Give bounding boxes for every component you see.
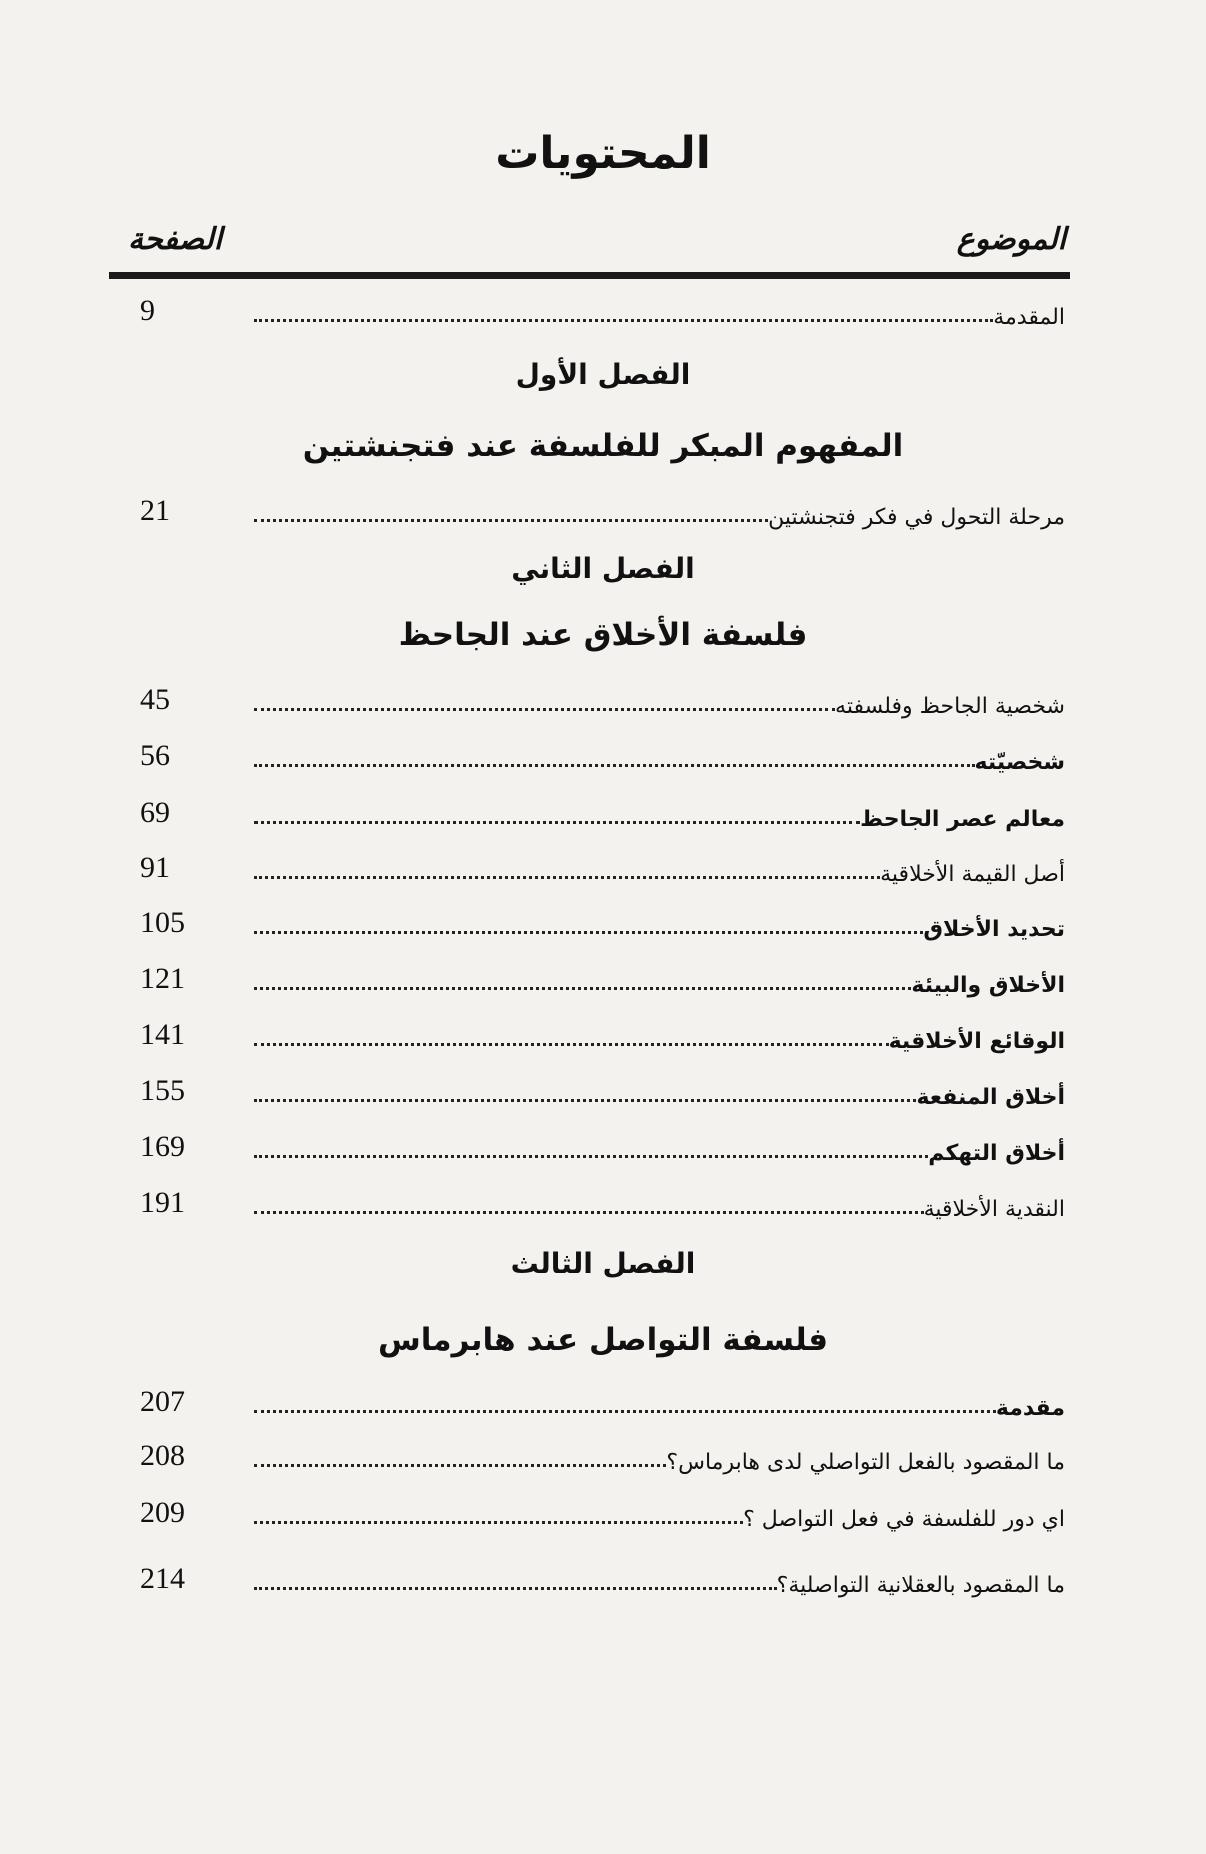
- entry-label: معالم عصر الجاحظ: [860, 807, 1065, 832]
- entry-label: أخلاق التهكم: [928, 1141, 1065, 1166]
- entry-page: 121: [140, 962, 185, 995]
- chapter-heading: الفصل الأول: [515, 358, 691, 391]
- dot-leader: [254, 1099, 916, 1102]
- entry-page: 209: [140, 1496, 185, 1529]
- entry-page: 105: [140, 906, 185, 939]
- entry-page: 214: [140, 1562, 185, 1595]
- toc-entry: [140, 792, 1065, 832]
- entry-page: 21: [140, 494, 170, 527]
- entry-label: تحديد الأخلاق: [923, 917, 1065, 942]
- entry-label: أصل القيمة الأخلاقية: [880, 862, 1065, 887]
- entry-page: 191: [140, 1186, 185, 1219]
- chapter-subtitle: فلسفة الأخلاق عند الجاحظ: [398, 617, 808, 653]
- entry-label: النقدية الأخلاقية: [923, 1197, 1065, 1222]
- dot-leader: [254, 1155, 928, 1158]
- toc-entry: [140, 1070, 1065, 1110]
- dot-leader: [254, 876, 880, 879]
- entry-page: 9: [140, 294, 155, 327]
- toc-entry: [140, 735, 1065, 775]
- toc-entry: [140, 902, 1065, 942]
- toc-entry: [140, 1558, 1065, 1598]
- entry-page: 91: [140, 851, 170, 884]
- toc-entry: [140, 958, 1065, 998]
- toc-entry: [140, 847, 1065, 887]
- chapter-heading: الفصل الثالث: [510, 1247, 696, 1280]
- toc-entry: [140, 1126, 1065, 1166]
- entry-label: شخصية الجاحظ وفلسفته: [835, 694, 1065, 719]
- chapter-heading: الفصل الثاني: [511, 552, 695, 585]
- toc-entry: [140, 679, 1065, 719]
- toc-entry: [140, 1014, 1065, 1054]
- dot-leader: [254, 764, 975, 767]
- dot-leader: [254, 1043, 889, 1046]
- dot-leader: [254, 1587, 777, 1590]
- entry-page: 141: [140, 1018, 185, 1051]
- dot-leader: [254, 519, 768, 522]
- entry-label: الوقائع الأخلاقية: [888, 1029, 1065, 1054]
- topic-column-header: الموضوع: [956, 222, 1066, 257]
- entry-page: 69: [140, 796, 170, 829]
- toc-entry: [140, 1435, 1065, 1475]
- toc-entry: [140, 490, 1065, 530]
- dot-leader: [254, 1211, 924, 1214]
- entry-label: مرحلة التحول في فكر فتجنشتين: [768, 505, 1065, 530]
- entry-page: 56: [140, 739, 170, 772]
- entry-label: ما المقصود بالعقلانية التواصلية؟: [776, 1573, 1065, 1598]
- entry-label: ما المقصود بالفعل التواصلي لدى هابرماس؟: [666, 1450, 1065, 1475]
- dot-leader: [254, 931, 923, 934]
- dot-leader: [254, 987, 911, 990]
- entry-label: المقدمة: [993, 305, 1065, 330]
- page-title: المحتويات: [495, 128, 711, 179]
- dot-leader: [254, 319, 993, 322]
- entry-label: الأخلاق والبيئة: [911, 973, 1065, 998]
- entry-label: أخلاق المنفعة: [916, 1085, 1065, 1110]
- header-divider: [109, 272, 1070, 279]
- toc-entry: [140, 290, 1065, 330]
- dot-leader: [254, 821, 860, 824]
- chapter-subtitle: فلسفة التواصل عند هابرماس: [378, 1322, 828, 1358]
- entry-page: 155: [140, 1074, 185, 1107]
- toc-entry: [140, 1182, 1065, 1222]
- entry-label: اي دور للفلسفة في فعل التواصل ؟: [743, 1507, 1065, 1532]
- entry-label: شخصيّته: [974, 750, 1065, 775]
- toc-entry: [140, 1381, 1065, 1421]
- entry-label: مقدمة: [995, 1396, 1065, 1421]
- chapter-subtitle: المفهوم المبكر للفلسفة عند فتجنشتين: [302, 428, 904, 464]
- dot-leader: [254, 1410, 996, 1413]
- page-column-header: الصفحة: [128, 222, 223, 257]
- dot-leader: [254, 1464, 666, 1467]
- entry-page: 45: [140, 683, 170, 716]
- dot-leader: [254, 708, 835, 711]
- entry-page: 208: [140, 1439, 185, 1472]
- dot-leader: [254, 1521, 743, 1524]
- entry-page: 169: [140, 1130, 185, 1163]
- toc-entry: [140, 1492, 1065, 1532]
- entry-page: 207: [140, 1385, 185, 1418]
